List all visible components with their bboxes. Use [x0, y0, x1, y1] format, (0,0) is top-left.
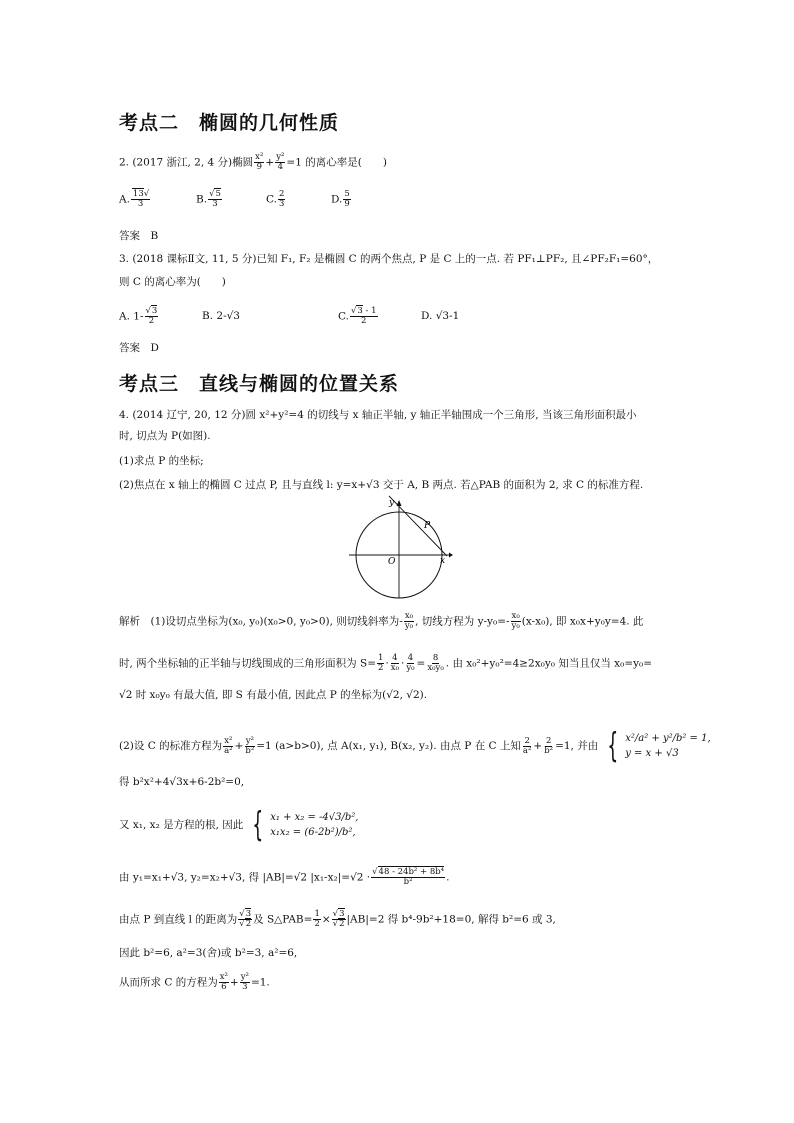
solution-line-8: 由点 P 到直线 l 的距离为 $\frac{√3}{√2}$ 及 S△PAB= $\frac{1}{2}$ × $\frac{√3}{√2}$ |AB|=2 得 b⁴-9b²+18=0, 解得 b²=6 或 3,	[119, 909, 556, 929]
solution-line-2: 时, 两个坐标轴的正半轴与切线围成的三角形面积为 S= $\frac{1}{2}$ · $\frac{4}{\text{x₀}}$ · $\frac{4}{\text{y₀}}$ = $\frac{8}{\text{x₀y₀}}$ . 由 x₀²+y₀²=4≥2x₀y₀ 知当且仅当 x₀=y₀=	[119, 653, 653, 673]
tangent-line	[389, 496, 447, 556]
solution-line-6: 又 x₁, x₂ 是方程的根, 因此 { x₁ + x₂ = -4√3/b², x₁x₂ = (6-2b²)/b²,	[119, 805, 359, 845]
solution-line-4: (2)设 C 的标准方程为 $\frac{\text{x²}}{\text{a²}}$ + $\frac{\text{y²}}{\text{b²}}$ =1 (a>b>0), 点 A(x₁, y₁), B(x₂, y₂). 由点 P 在 C 上知 $\frac{2}{\text{a²}}$ + $\frac{2}{\text{b²}}$ =1, 并由 { x²/a² + y²/b² = 1, y = x + √3	[119, 726, 711, 766]
solution-line-10: 从而所求 C 的方程为 $\frac{\text{x²}}{6}$ + $\frac{\text{y²}}{3}$ =1.	[119, 972, 270, 992]
q2-option-b: B. $\frac{√5}{3}$	[196, 189, 221, 209]
solution-line-5: 得 b²x²+4√3x+6-2b²=0,	[119, 776, 245, 788]
section-title-2: 考点二 椭圆的几何性质	[119, 112, 340, 134]
system-a: { x²/a² + y²/b² = 1, y = x + √3	[606, 726, 711, 766]
q3-line1: 3. (2018 课标Ⅱ文, 11, 5 分)已知 F₁, F₂ 是椭圆 C 的两个焦点, P 是 C 上的一点. 若 PF₁⊥PF₂, 且∠PF₂F₁=60°，	[119, 253, 659, 265]
q2-answer: 答案 B	[119, 230, 159, 242]
x-axis-arrow	[449, 553, 453, 558]
q4-line2: 时, 切点为 P(如图).	[119, 430, 211, 442]
q3-option-a: A. 1- $\frac{√3}{2}$	[119, 306, 158, 326]
q3-option-d: D. √3-1	[421, 310, 460, 322]
label-x: x	[440, 556, 446, 566]
solution-line-1: 解析 (1)设切点坐标为(x₀, y₀)(x₀>0, y₀>0), 则切线斜率为- $\frac{\text{x₀}}{\text{y₀}}$ , 切线方程为 y-y₀=- $\frac{\text{x₀}}{\text{y₀}}$ (x-x₀), 即 x₀x+y₀y=4. 此	[119, 611, 644, 631]
q3-line2: 则 C 的离心率为( )	[119, 276, 226, 288]
solution-line-9: 因此 b²=6, a²=3(舍)或 b²=3, a²=6,	[119, 947, 298, 959]
question-2: 2. (2017 浙江, 2, 4 分)椭圆 $\frac{\text{x²}}{9}$ + $\frac{\text{y²}}{4}$ =1 的离心率是( )	[119, 152, 387, 172]
frac-y2-4: $\frac{\text{y²}}{4}$	[276, 152, 285, 172]
solution-line-7: 由 y₁=x₁+√3, y₂=x₂+√3, 得 |AB|=√2 |x₁-x₂|=√2 · $\frac{\text{√48 - 24b² + 8b⁴}}{\text{b²}}$ .	[119, 867, 450, 887]
q2-option-a: A. $\frac{13√}{3}$	[119, 189, 150, 209]
solution-line-3: √2 时 x₀y₀ 有最大值, 即 S 有最小值, 因此点 P 的坐标为(√2, √2).	[119, 689, 428, 701]
q2-option-d: D. $\frac{5}{9}$	[331, 189, 350, 209]
q4-part2: (2)焦点在 x 轴上的椭圆 C 过点 P, 且与直线 l: y=x+√3 交于 A, B 两点. 若△PAB 的面积为 2, 求 C 的标准方程.	[119, 479, 644, 491]
q4-line1: 4. (2014 辽宁, 20, 12 分)圆 x²+y²=4 的切线与 x 轴正半轴, y 轴正半轴围成一个三角形, 当该三角形面积最小	[119, 409, 637, 421]
q2-prefix: 2. (2017 浙江, 2, 4 分)椭圆	[119, 156, 254, 169]
circle-tangent-figure	[345, 494, 455, 604]
q3-answer: 答案 D	[119, 342, 159, 354]
label-y: y	[389, 498, 395, 508]
system-b: { x₁ + x₂ = -4√3/b², x₁x₂ = (6-2b²)/b²,	[252, 805, 359, 845]
q3-option-b: B. 2-√3	[202, 310, 240, 322]
q2-option-c: C. $\frac{2}{3}$	[266, 189, 285, 209]
q3-option-c: C. $\frac{√3 - 1}{2}$	[338, 306, 377, 326]
label-origin: O	[388, 557, 396, 567]
section-title-3: 考点三 直线与椭圆的位置关系	[119, 373, 400, 395]
q4-part1: (1)求点 P 的坐标;	[119, 455, 204, 467]
q2-suffix: =1 的离心率是( )	[286, 156, 387, 169]
frac-x2-9: $\frac{\text{x²}}{9}$	[255, 152, 264, 172]
label-p: P	[424, 521, 431, 531]
